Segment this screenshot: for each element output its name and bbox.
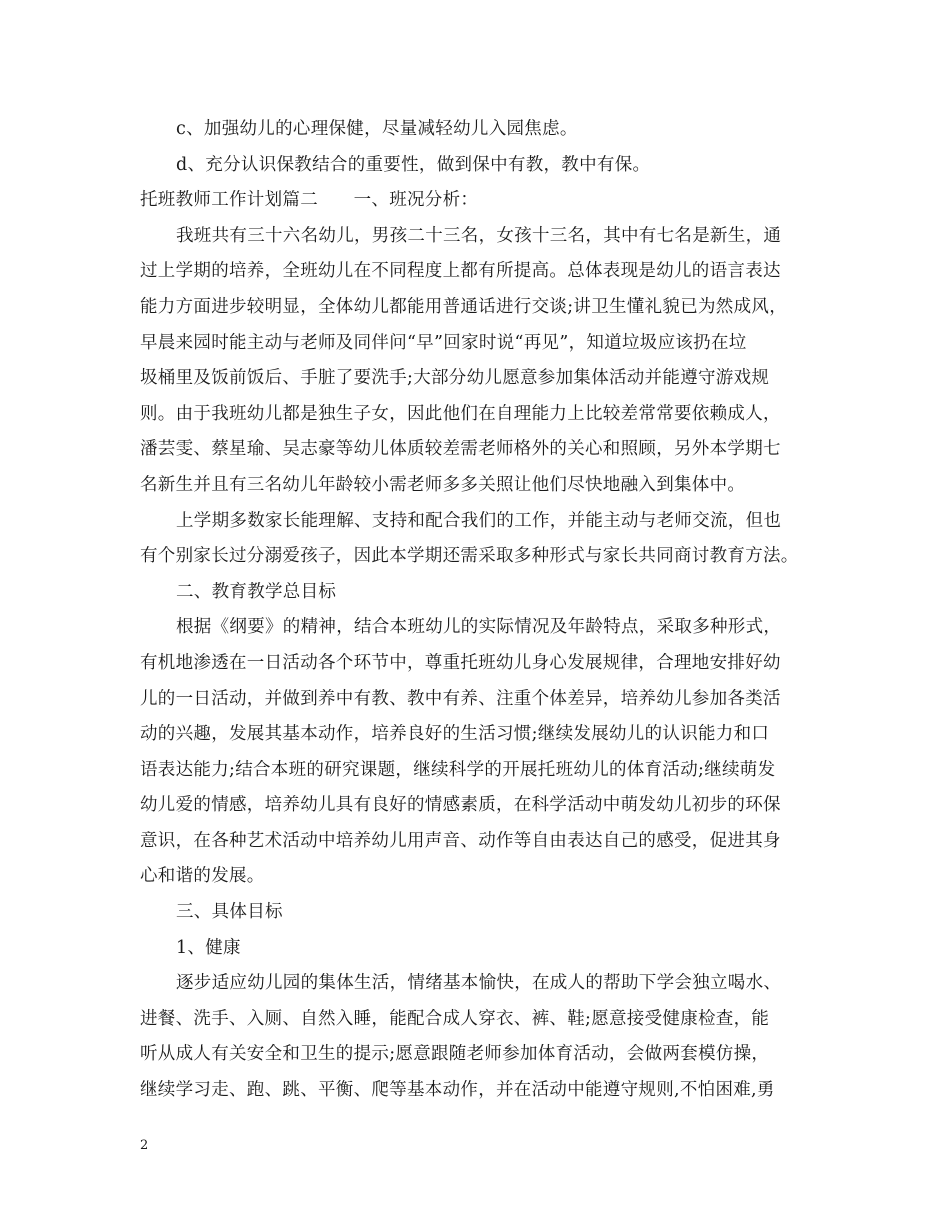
text-line: 圾桶里及饭前饭后、手脏了要洗手;大部分幼儿愿意参加集体活动并能遵守游戏规 <box>140 368 770 389</box>
text-line: c、加强幼儿的心理保健，尽量减轻幼儿入园焦虑。 <box>176 119 578 139</box>
text-line: 继续学习走、跑、跳、平衡、爬等基本动作，并在活动中能遵守规则,不怕困难,勇 <box>140 1080 775 1101</box>
text-line: 我班共有三十六名幼儿，男孩二十三名，女孩十三名，其中有七名是新生，通 <box>176 225 782 246</box>
text-line: 有机地渗透在一日活动各个环节中，尊重托班幼儿身心发展规律，合理地安排好幼 <box>140 652 781 673</box>
text-line: 逐步适应幼儿园的集体生活，情绪基本愉快，在成人的帮助下学会独立喝水、 <box>176 973 782 994</box>
text-line: 语表达能力;结合本班的研究课题，继续科学的开展托班幼儿的体育活动;继续萌发 <box>140 759 776 780</box>
text-line: 意识，在各种艺术活动中培养幼儿用声音、动作等自由表达自己的感受，促进其身 <box>140 830 781 851</box>
text-line: 则。由于我班幼儿都是独生子女，因此他们在自理能力上比较差常常要依赖成人， <box>140 403 781 424</box>
text-line: 早晨来园时能主动与老师及同伴问“早”回家时说“再见”，知道垃圾应该扔在垃 <box>140 332 747 353</box>
document-body <box>140 112 830 1109</box>
text-line: 托班教师工作计划篇二 一、班况分析： <box>140 190 479 211</box>
text-line: 过上学期的培养，全班幼儿在不同程度上都有所提高。总体表现是幼儿的语言表达 <box>140 261 781 282</box>
text-line: 1、健康 <box>176 937 241 958</box>
text-line: 根据《纲要》的精神，结合本班幼儿的实际情况及年龄特点，采取多种形式， <box>176 617 782 638</box>
text-line: 上学期多数家长能理解、支持和配合我们的工作，并能主动与老师交流，但也 <box>176 510 782 531</box>
text-line: 名新生并且有三名幼儿年龄较小需老师多多关照让他们尽快地融入到集体中。 <box>140 474 746 495</box>
text-line: 动的兴趣，发展其基本动作，培养良好的生活习惯;继续发展幼儿的认识能力和口 <box>140 724 770 745</box>
text-line: 幼儿爱的情感，培养幼儿具有良好的情感素质，在科学活动中萌发幼儿初步的环保 <box>140 795 781 816</box>
text-line: 潘芸雯、蔡星瑜、吴志豪等幼儿体质较差需老师格外的关心和照顾，另外本学期七 <box>140 439 781 460</box>
text-line: d、充分认识保教结合的重要性，做到保中有教，教中有保。 <box>176 154 651 175</box>
text-line: 儿的一日活动，并做到养中有教、教中有养、注重个体差异，培养幼儿参加各类活 <box>140 688 781 709</box>
text-line: 进餐、洗手、入厕、自然入睡，能配合成人穿衣、裤、鞋;愿意接受健康检查，能 <box>140 1008 770 1029</box>
text-line: 能力方面进步较明显，全体幼儿都能用普通话进行交谈;讲卫生懂礼貌已为然成风， <box>140 296 787 317</box>
text-line: 听从成人有关安全和卫生的提示;愿意跟随老师参加体育活动，会做两套模仿操， <box>140 1044 770 1065</box>
page-number: 2 <box>140 1138 149 1153</box>
text-line: 三、具体目标 <box>176 902 283 923</box>
text-line: 二、教育教学总目标 <box>176 581 337 602</box>
text-line: 心和谐的发展。 <box>140 866 265 887</box>
text-line: 有个别家长过分溺爱孩子，因此本学期还需采取多种形式与家长共同商讨教育方法。 <box>140 546 799 567</box>
